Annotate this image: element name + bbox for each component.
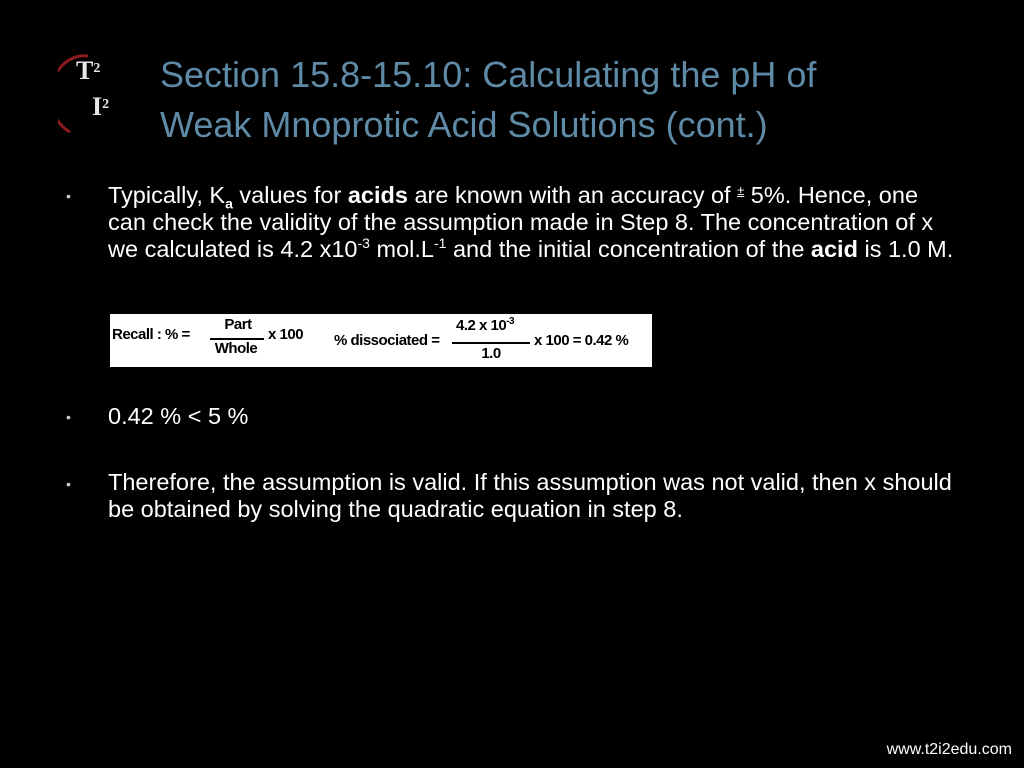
formula-image	[110, 314, 652, 367]
logo	[58, 52, 128, 136]
title-line-1: Section 15.8-15.10: Calculating the pH of	[160, 54, 817, 95]
formula-x100: x 100	[268, 326, 304, 343]
bullet-2-text: 0.42 % < 5 %	[108, 403, 249, 429]
slide-title	[160, 50, 960, 150]
formula-part: Part	[224, 316, 252, 333]
formula-recall: Recall : % =	[112, 326, 190, 343]
formula-numerator: 4.2 x $10^{-3}$	[456, 316, 515, 334]
formula-denominator: 1.0	[481, 345, 501, 362]
bullet-1-text: Typically, $K_a$ values for acids are known with an accuracy of ± 5%. Hence, one can check the validity of the assumption made in Step 8. The concentration of x we calculated is 4.2 $x10^{-3}$ $mol.L^{-1}$ and the initial concentration of the acid is 1.0 M.	[108, 182, 954, 262]
title-line-2: Weak Mnoprotic Acid Solutions (cont.)	[160, 104, 768, 145]
bullet-marker: •	[66, 476, 71, 492]
footer-url: www.t2i2edu.com	[886, 741, 1012, 758]
fraction-line-2	[452, 342, 530, 344]
bullet-3-text: Therefore, the assumption is valid. If this assumption was not valid, then x should be obtained by solving the quadratic equation in step 8.	[108, 469, 952, 522]
bullet-marker: •	[66, 409, 71, 425]
bullet-marker: •	[66, 188, 71, 204]
formula-result: x 100 = 0.42 %	[534, 332, 629, 349]
formula-dissociated: % dissociated =	[334, 332, 440, 349]
logo-t: $T^2$	[76, 56, 101, 85]
logo-i: $I^2$	[92, 92, 110, 121]
formula-whole: Whole	[214, 340, 258, 357]
